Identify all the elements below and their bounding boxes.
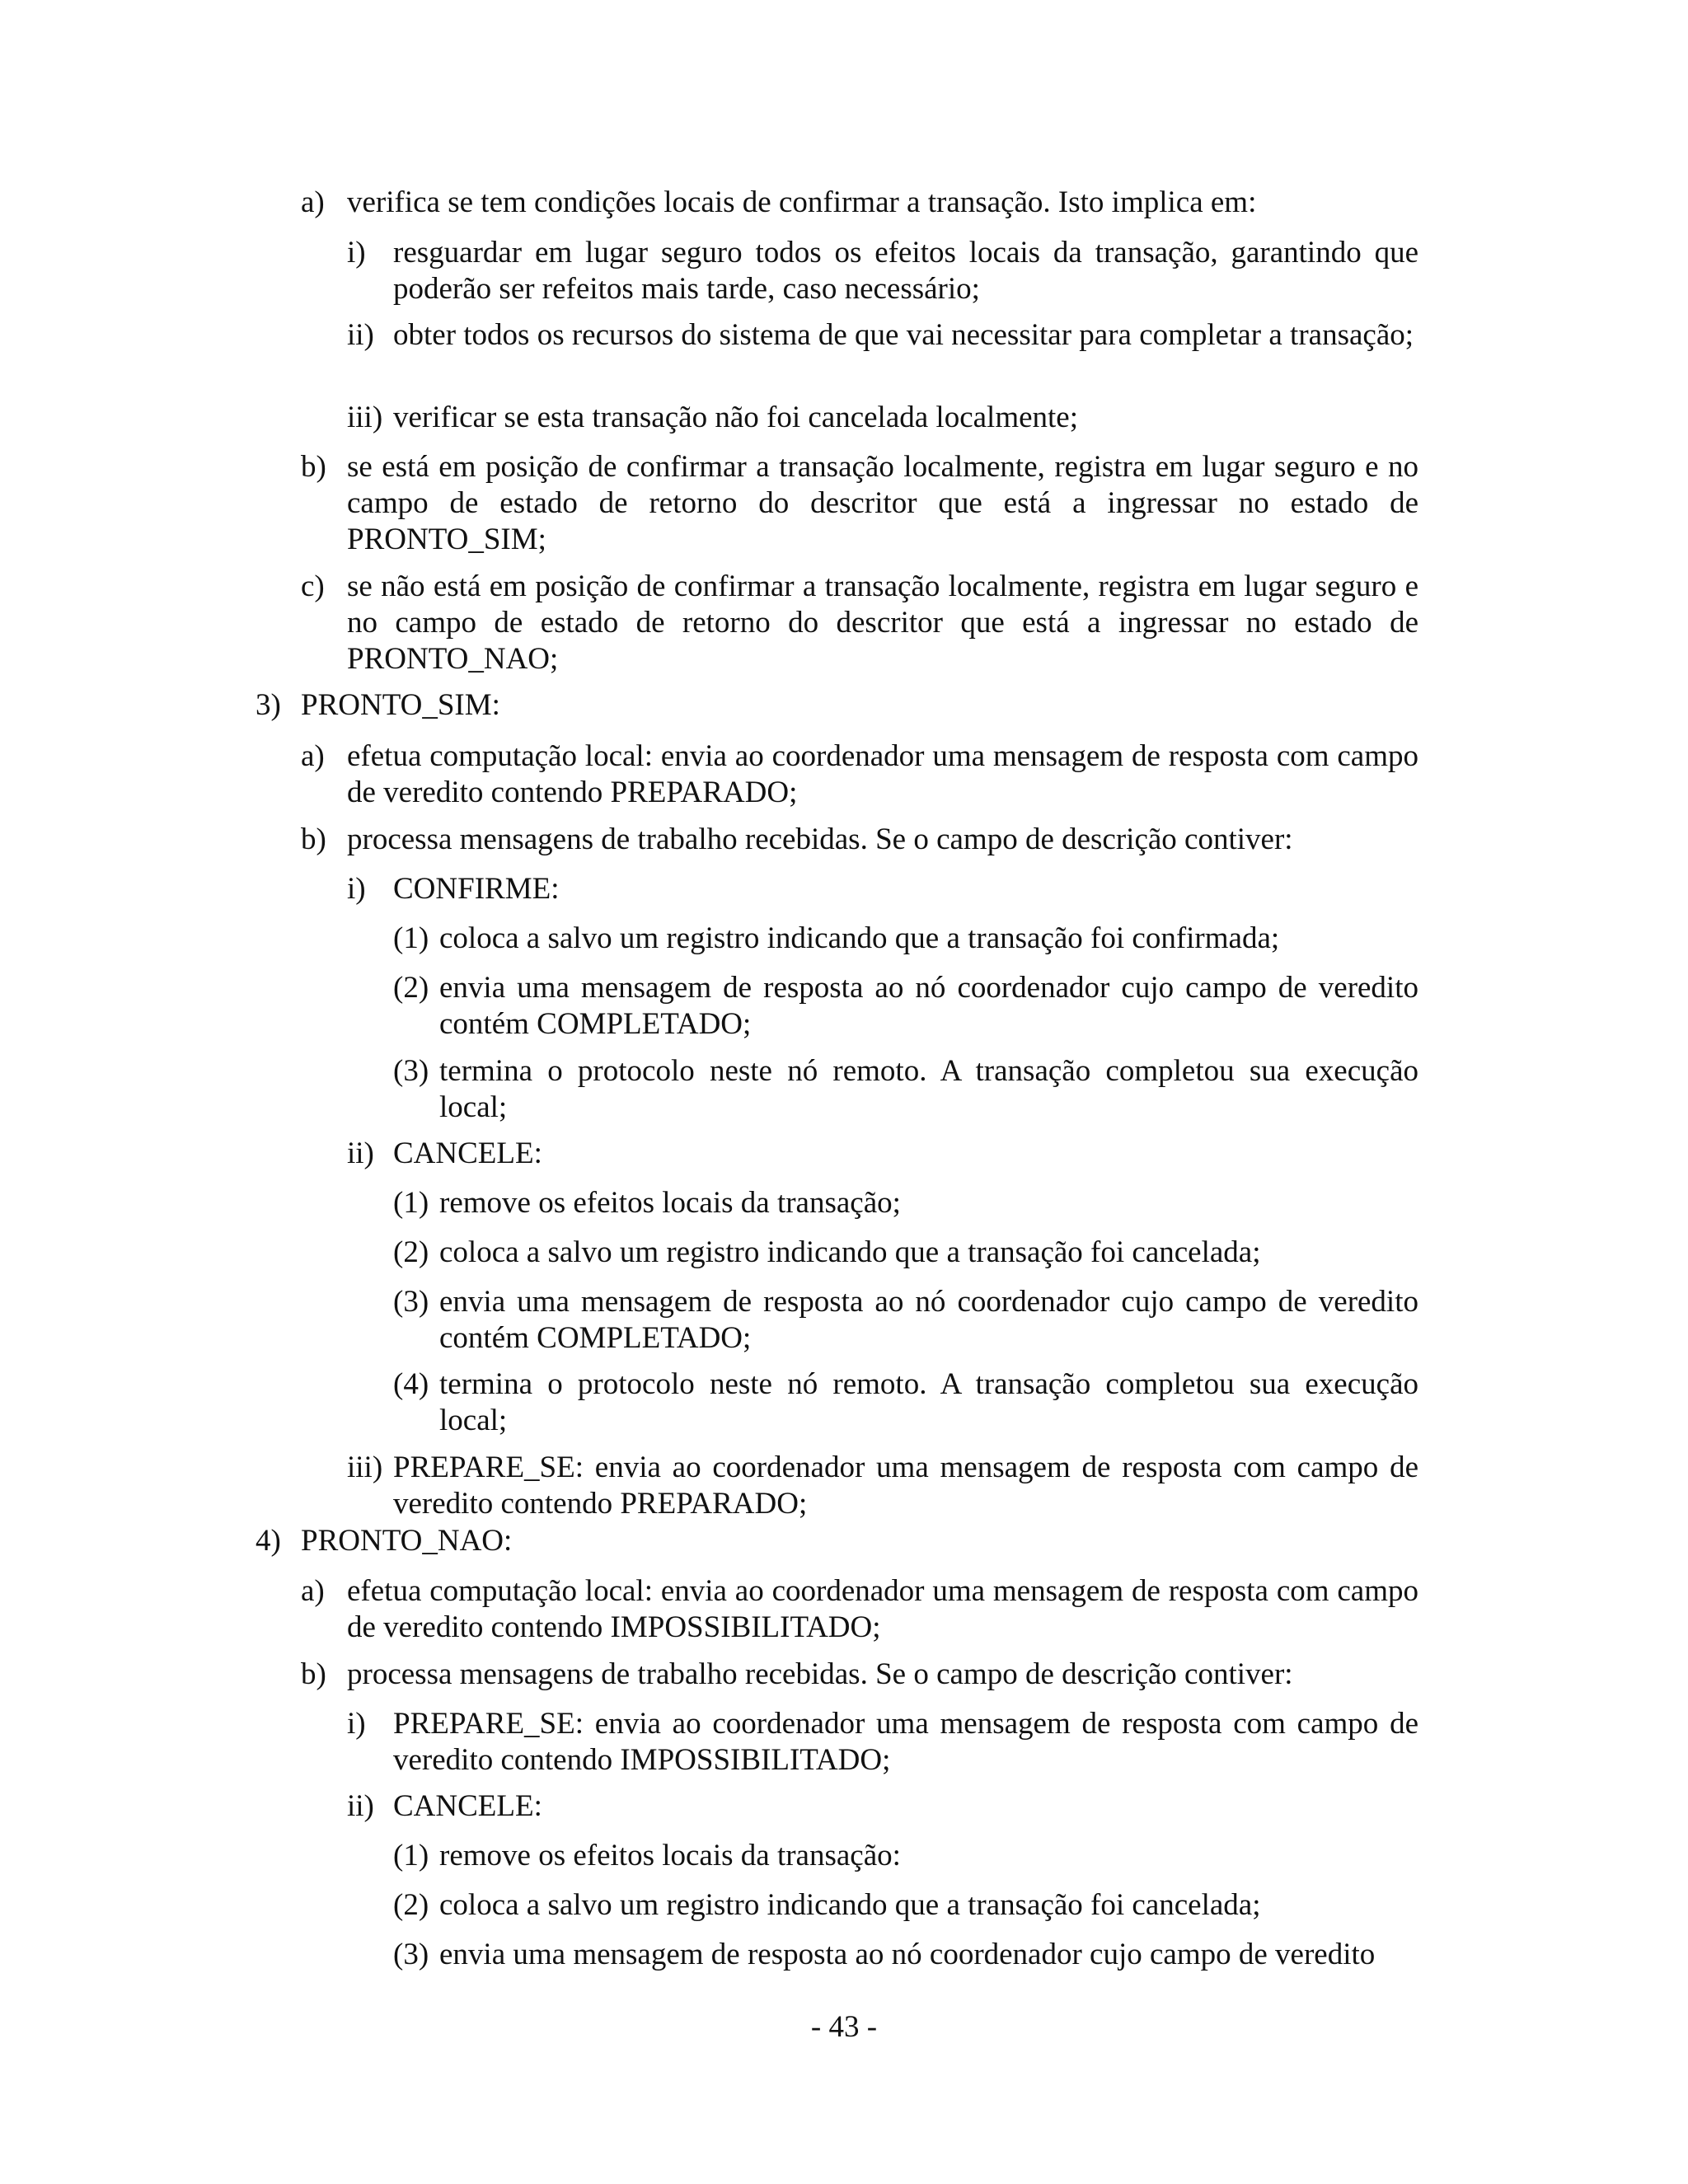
item-text: PRONTO_NAO:: [301, 1524, 513, 1558]
item-text: envia uma mensagem de resposta ao nó coordenador cujo campo de veredito: [439, 1938, 1376, 1971]
item-label: 3): [256, 688, 281, 722]
item-text: obter todos os recursos do sistema de que vai necessitar para completar a transação;: [393, 318, 1414, 352]
item-text: se não está em posição de confirmar a transação localmente, registra em lugar seguro e no campo de estado de retorno do descritor que está a ingressar no estado de PRONTO_NAO;: [347, 569, 1418, 676]
item-text: verificar se esta transação não foi cancelada localmente;: [393, 401, 1079, 434]
item-label: (2): [393, 1888, 429, 1922]
item-text: PREPARE_SE: envia ao coordenador uma mensagem de resposta com campo de veredito contendo PREPARADO;: [393, 1451, 1418, 1521]
item-text: coloca a salvo um registro indicando que a transação foi cancelada;: [439, 1235, 1261, 1269]
item-label: i): [347, 236, 366, 269]
item-text: CANCELE:: [393, 1789, 542, 1823]
item-text: remove os efeitos locais da transação;: [439, 1186, 901, 1220]
item-text: efetua computação local: envia ao coordenador uma mensagem de resposta com campo de veredito contendo IMPOSSIBILITADO;: [347, 1574, 1418, 1644]
item-label: ii): [347, 1789, 374, 1823]
item-text: CONFIRME:: [393, 872, 560, 906]
item-label: c): [301, 569, 325, 603]
item-label: b): [301, 450, 326, 484]
item-label: iii): [347, 1451, 383, 1484]
item-label: i): [347, 1707, 366, 1741]
item-label: a): [301, 185, 325, 219]
item-label: ii): [347, 1137, 374, 1170]
item-label: 4): [256, 1524, 281, 1558]
item-label: (3): [393, 1054, 429, 1088]
item-text: remove os efeitos locais da transação:: [439, 1839, 901, 1872]
item-text: termina o protocolo neste nó remoto. A transação completou sua execução local;: [439, 1054, 1418, 1124]
item-label: (2): [393, 971, 429, 1005]
item-text: termina o protocolo neste nó remoto. A transação completou sua execução local;: [439, 1367, 1418, 1437]
item-text: verifica se tem condições locais de confirmar a transação. Isto implica em:: [347, 185, 1257, 219]
item-label: (3): [393, 1285, 429, 1319]
page-number: - 43 -: [810, 2010, 878, 2044]
item-label: b): [301, 1657, 326, 1691]
item-label: iii): [347, 401, 383, 434]
item-text: coloca a salvo um registro indicando que a transação foi confirmada;: [439, 921, 1280, 955]
item-text: PRONTO_SIM:: [301, 688, 500, 722]
item-label: i): [347, 872, 366, 906]
item-text: envia uma mensagem de resposta ao nó coordenador cujo campo de veredito contém COMPLETADO;: [439, 971, 1418, 1041]
item-text: coloca a salvo um registro indicando que a transação foi cancelada;: [439, 1888, 1261, 1922]
item-text: envia uma mensagem de resposta ao nó coordenador cujo campo de veredito contém COMPLETADO;: [439, 1285, 1418, 1355]
item-label: a): [301, 739, 325, 773]
item-label: (2): [393, 1235, 429, 1269]
item-label: ii): [347, 318, 374, 352]
item-text: resguardar em lugar seguro todos os efeitos locais da transação, garantindo que poderão ser refeitos mais tarde, caso necessário;: [393, 236, 1418, 306]
item-text: PREPARE_SE: envia ao coordenador uma mensagem de resposta com campo de veredito contendo IMPOSSIBILITADO;: [393, 1707, 1418, 1777]
item-label: (1): [393, 1186, 429, 1220]
item-label: b): [301, 823, 326, 856]
item-text: CANCELE:: [393, 1137, 542, 1170]
item-label: (4): [393, 1367, 429, 1401]
item-text: processa mensagens de trabalho recebidas. Se o campo de descrição contiver:: [347, 823, 1293, 856]
item-label: (1): [393, 921, 429, 955]
item-label: a): [301, 1574, 325, 1608]
item-text: efetua computação local: envia ao coordenador uma mensagem de resposta com campo de veredito contendo PREPARADO;: [347, 739, 1418, 809]
item-text: se está em posição de confirmar a transação localmente, registra em lugar seguro e no campo de estado de retorno do descritor que está a ingressar no estado de PRONTO_SIM;: [347, 450, 1418, 556]
item-label: (1): [393, 1839, 429, 1872]
item-text: processa mensagens de trabalho recebidas. Se o campo de descrição contiver:: [347, 1657, 1293, 1691]
item-label: (3): [393, 1938, 429, 1971]
